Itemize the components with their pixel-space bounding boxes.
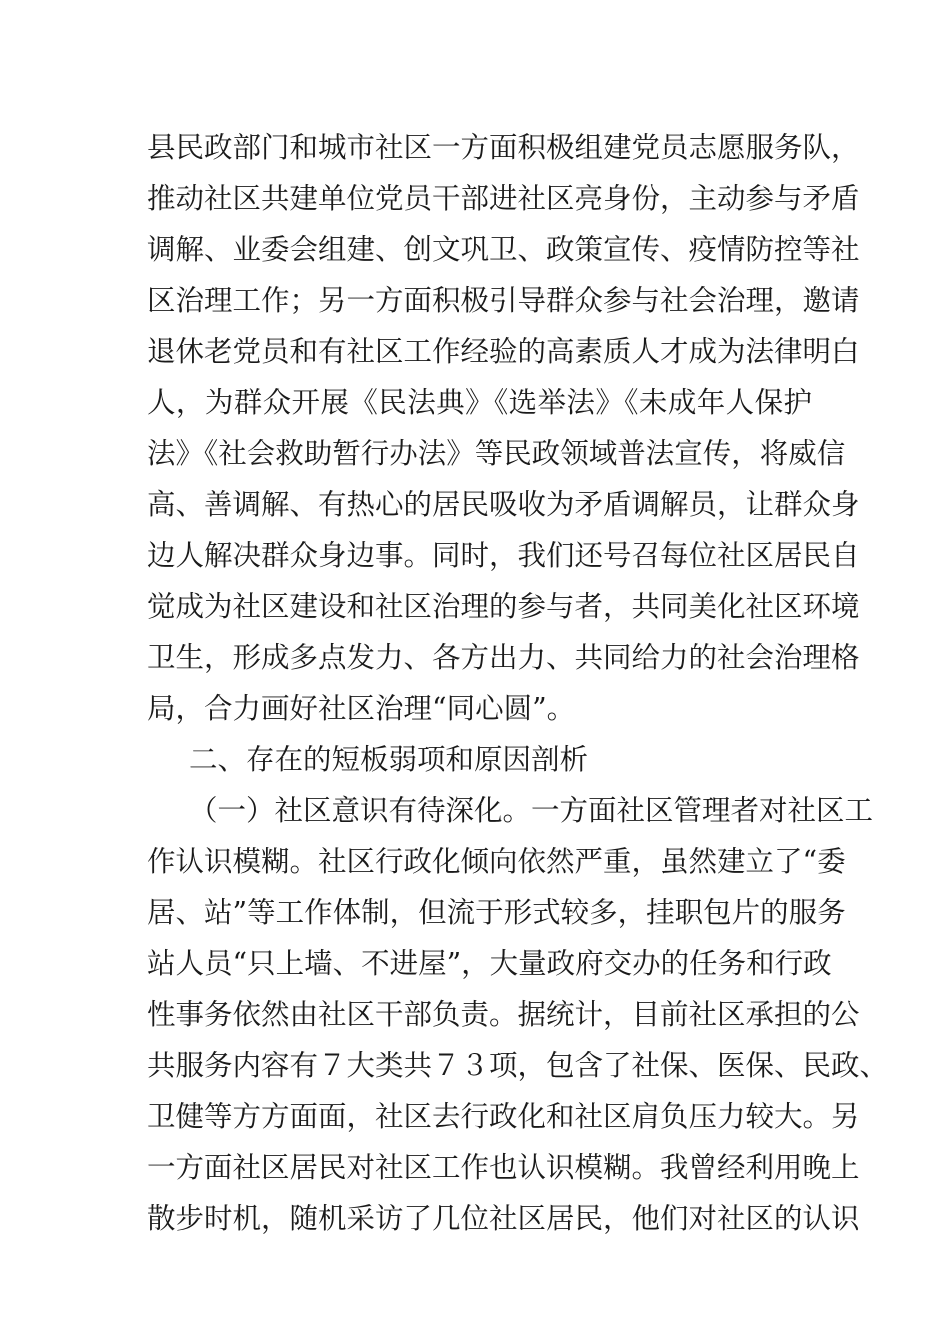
text-line: 推动社区共建单位党员干部进社区亮身份，主动参与矛盾 (147, 182, 860, 215)
text-line: 高、善调解、有热心的居民吸收为矛盾调解员，让群众身 (147, 488, 860, 521)
text-line: 性事务依然由社区干部负责。据统计，目前社区承担的公 (147, 998, 860, 1031)
text-line: 卫生，形成多点发力、各方出力、共同给力的社会治理格 (147, 641, 860, 674)
text-line: 退休老党员和有社区工作经验的高素质人才成为法律明白 (147, 335, 860, 368)
text-line: 作认识模糊。社区行政化倾向依然严重，虽然建立了“委 (147, 845, 846, 878)
text-line: 卫健等方方面面，社区去行政化和社区肩负压力较大。另 (147, 1100, 860, 1133)
text-line: 站人员“只上墙、不进屋”，大量政府交办的任务和行政 (147, 947, 832, 980)
section-heading: 二、存在的短板弱项和原因剖析 (189, 743, 589, 776)
text-line: 边人解决群众身边事。同时，我们还号召每位社区居民自 (147, 539, 860, 572)
text-line: 法》《社会救助暂行办法》等民政领域普法宣传，将威信 (147, 437, 846, 470)
paragraph-end-line: 局，合力画好社区治理“同心圆”。 (147, 692, 576, 725)
text-line: 居、站”等工作体制，但流于形式较多，挂职包片的服务 (147, 896, 846, 929)
text-line: 人，为群众开展《民法典》《选举法》《未成年人保护 (147, 386, 812, 419)
text-line: 共服务内容有７大类共７３项，包含了社保、医保、民政、 (147, 1049, 889, 1082)
text-line: 调解、业委会组建、创文巩卫、政策宣传、疫情防控等社 (147, 233, 860, 266)
text-line: 区治理工作；另一方面积极引导群众参与社会治理，邀请 (147, 284, 860, 317)
subsection-first-line: （一）社区意识有待深化。一方面社区管理者对社区工 (189, 794, 874, 827)
text-line: 一方面社区居民对社区工作也认识模糊。我曾经利用晚上 (147, 1151, 860, 1184)
text-line: 觉成为社区建设和社区治理的参与者，共同美化社区环境 (147, 590, 860, 623)
text-line: 县民政部门和城市社区一方面积极组建党员志愿服务队， (147, 131, 860, 164)
text-line: 散步时机，随机采访了几位社区居民，他们对社区的认识 (147, 1202, 860, 1235)
